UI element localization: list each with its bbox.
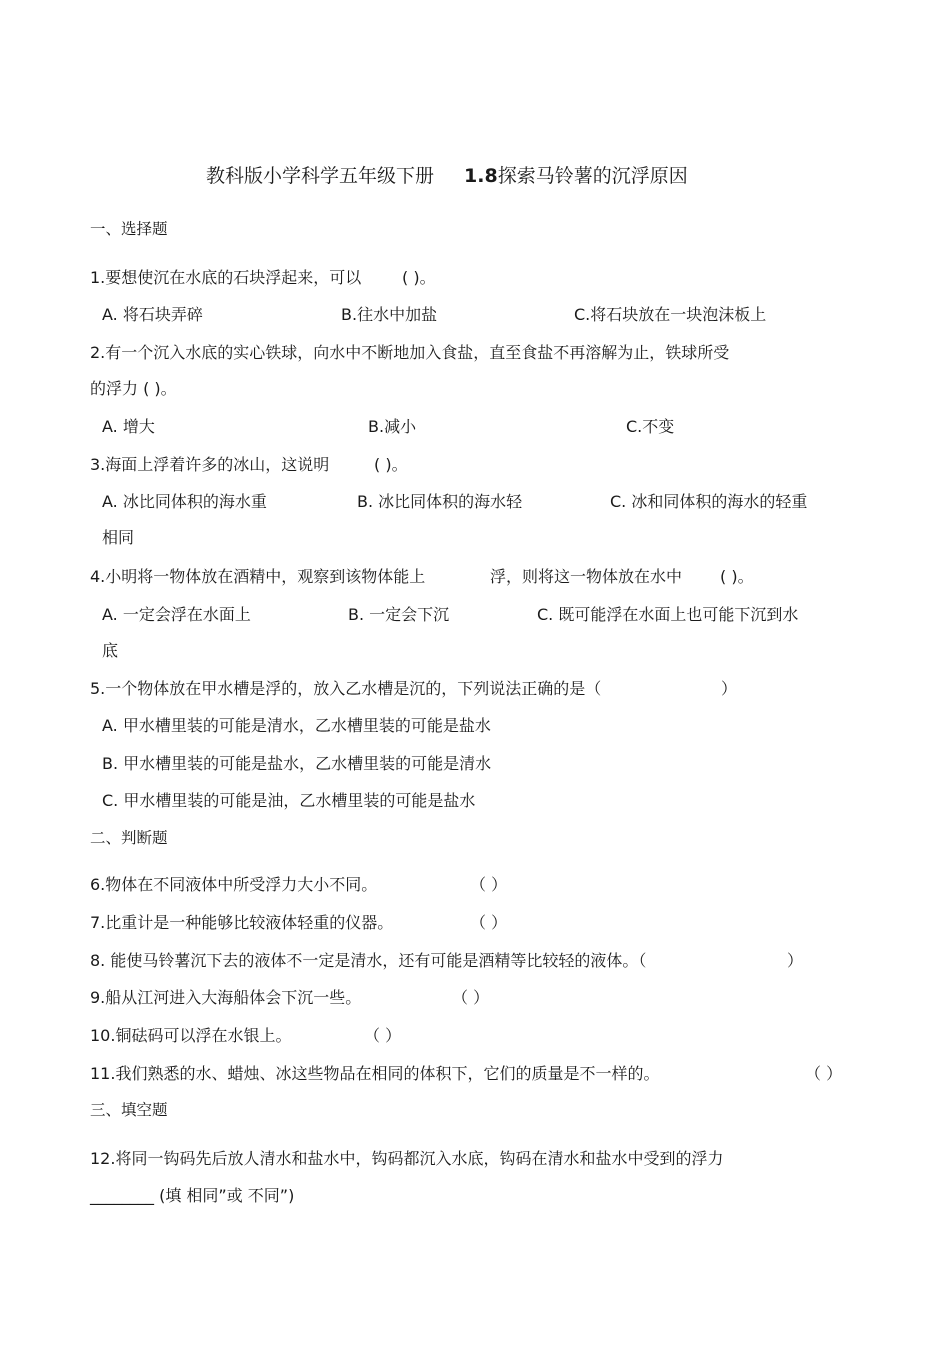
question-3-option-c-cont: 相同 xyxy=(102,528,135,547)
question-12-blank[interactable]: ________ xyxy=(90,1186,154,1205)
question-3-stem: 3.海面上浮着许多的冰山，这说明 xyxy=(90,455,330,474)
question-5-option-c: C. 甲水槽里装的可能是油，乙水槽里装的可能是盐水 xyxy=(102,791,476,810)
question-4-option-a: A. 一定会浮在水面上 xyxy=(102,605,251,624)
section-choice-heading: 一、选择题 xyxy=(90,220,168,238)
question-2-stem-line2: 的浮力 ( )。 xyxy=(90,379,177,398)
question-4-option-c: C. 既可能浮在水面上也可能下沉到水 xyxy=(537,605,799,624)
question-5-option-b: B. 甲水槽里装的可能是盐水，乙水槽里装的可能是清水 xyxy=(102,754,492,773)
question-4-option-c-cont: 底 xyxy=(102,641,119,660)
question-5-option-a: A. 甲水槽里装的可能是清水，乙水槽里装的可能是盐水 xyxy=(102,716,491,735)
question-4-stem: 4.小明将一物体放在酒精中，观察到该物体能上 xyxy=(90,567,426,586)
title-topic: 探索马铃薯的沉浮原因 xyxy=(497,165,688,187)
question-3-paren: ( )。 xyxy=(374,455,408,474)
question-6-paren: （ ） xyxy=(470,875,508,894)
question-7-paren: （ ） xyxy=(470,913,508,932)
question-10-stem: 10.铜砝码可以浮在水银上。 xyxy=(90,1026,292,1045)
page-title xyxy=(206,166,688,186)
question-11-stem: 11.我们熟悉的水、蜡烛、冰这些物品在相同的体积下，它们的质量是不一样的。 xyxy=(90,1064,660,1083)
question-1-paren: ( )。 xyxy=(402,268,436,287)
question-9-stem: 9.船从江河进入大海船体会下沉一些。 xyxy=(90,988,362,1007)
question-2-stem-line1: 2.有一个沉入水底的实心铁球，向水中不断地加入食盐，直至食盐不再溶解为止，铁球所受 xyxy=(90,343,730,362)
question-4-paren: ( )。 xyxy=(720,567,754,586)
question-1-option-b: B.往水中加盐 xyxy=(341,305,438,324)
question-3-option-c: C. 冰和同体积的海水的轻重 xyxy=(610,492,808,511)
question-9-paren: （ ） xyxy=(452,988,490,1007)
question-8-close: ） xyxy=(787,951,804,970)
section-judge-heading: 二、判断题 xyxy=(90,829,168,847)
question-1-stem: 1.要想使沉在水底的石块浮起来，可以 xyxy=(90,268,362,287)
question-3-option-b: B. 冰比同体积的海水轻 xyxy=(357,492,523,511)
question-2-option-c: C.不变 xyxy=(626,417,675,436)
question-12-hint: (填 相同”或 不同”) xyxy=(159,1186,295,1205)
question-2-option-a: A. 增大 xyxy=(102,417,155,436)
question-6-stem: 6.物体在不同液体中所受浮力大小不同。 xyxy=(90,875,378,894)
question-12-line2 xyxy=(90,1186,294,1206)
section-fill-heading: 三、填空题 xyxy=(90,1101,168,1119)
question-4-stem-cont: 浮，则将这一物体放在水中 xyxy=(490,567,683,586)
title-prefix: 教科版小学科学五年级下册 xyxy=(206,165,435,187)
question-10-paren: （ ） xyxy=(364,1026,402,1045)
question-1-option-a: A. 将石块弄碎 xyxy=(102,305,203,324)
question-8-stem: 8. 能使马铃薯沉下去的液体不一定是清水，还有可能是酒精等比较轻的液体。（ xyxy=(90,951,647,970)
question-1-option-c: C.将石块放在一块泡沫板上 xyxy=(574,305,767,324)
title-number: 1.8 xyxy=(464,165,498,187)
question-5-close: ） xyxy=(721,679,738,698)
question-3-option-a: A. 冰比同体积的海水重 xyxy=(102,492,267,511)
question-11-paren: （ ） xyxy=(805,1064,843,1083)
question-7-stem: 7.比重计是一种能够比较液体轻重的仪器。 xyxy=(90,913,394,932)
question-12-stem-line1: 12.将同一钩码先后放人清水和盐水中，钩码都沉入水底，钩码在清水和盐水中受到的浮力 xyxy=(90,1149,724,1168)
question-5-stem: 5.一个物体放在甲水槽是浮的，放入乙水槽是沉的，下列说法正确的是（ xyxy=(90,679,602,698)
question-2-option-b: B.减小 xyxy=(368,417,417,436)
question-4-option-b: B. 一定会下沉 xyxy=(348,605,450,624)
